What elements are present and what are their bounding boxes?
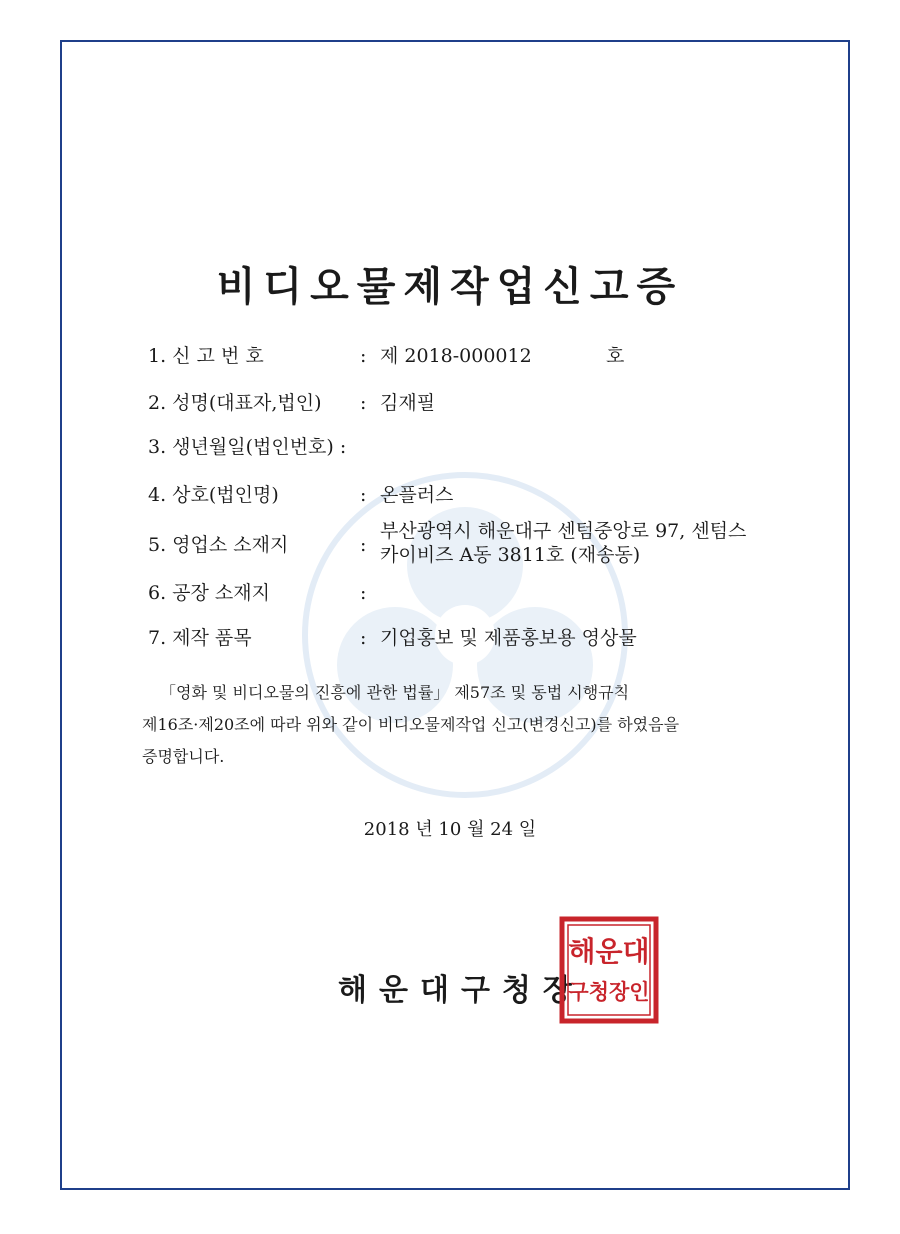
field-suffix: 호 [606, 345, 625, 367]
issue-date: 2018 년 10 월 24 일 [363, 819, 537, 840]
field-label: 5. 영업소 소재지 [148, 534, 289, 556]
field-colon: : [360, 484, 367, 506]
statement-line: 증명합니다. [142, 747, 225, 766]
field-colon: : [360, 582, 367, 604]
field-colon: : [360, 345, 367, 367]
field-label: 2. 성명(대표자,법인) [148, 392, 322, 414]
seal-line-1: 해운대 [568, 935, 650, 968]
field-label: 4. 상호(법인명) [148, 484, 279, 506]
field-colon: : [360, 627, 367, 649]
document-title: 비디오물제작업신고증 [216, 263, 684, 310]
field-label: 3. 생년월일(법인번호) : [148, 436, 347, 458]
statement-line: 제16조·제20조에 따라 위와 같이 비디오물제작업 신고(변경신고)를 하였음을 [142, 715, 680, 734]
official-seal-icon [558, 915, 660, 1025]
address-line-2: 카이비즈 A동 3811호 (재송동) [380, 544, 641, 566]
field-colon: : [360, 392, 367, 414]
address-line-1: 부산광역시 해운대구 센텀중앙로 97, 센텀스 [380, 520, 747, 542]
field-label: 6. 공장 소재지 [148, 582, 270, 604]
statement-line: 「영화 및 비디오물의 진흥에 관한 법률」 제57조 및 동법 시행규칙 [160, 683, 630, 702]
field-label: 1. 신 고 번 호 [148, 345, 264, 367]
issuer-name: 해운대구청장 [338, 973, 584, 1008]
field-colon: : [360, 534, 367, 556]
seal-line-2: 구청장인 [568, 980, 650, 1004]
field-value [380, 519, 746, 567]
field-value: 기업홍보 및 제품홍보용 영상물 [380, 627, 637, 649]
field-value: 온플러스 [380, 484, 454, 506]
field-value: 제 2018-000012 [380, 345, 532, 367]
field-label: 7. 제작 품목 [148, 627, 252, 649]
field-value: 김재필 [380, 392, 436, 414]
